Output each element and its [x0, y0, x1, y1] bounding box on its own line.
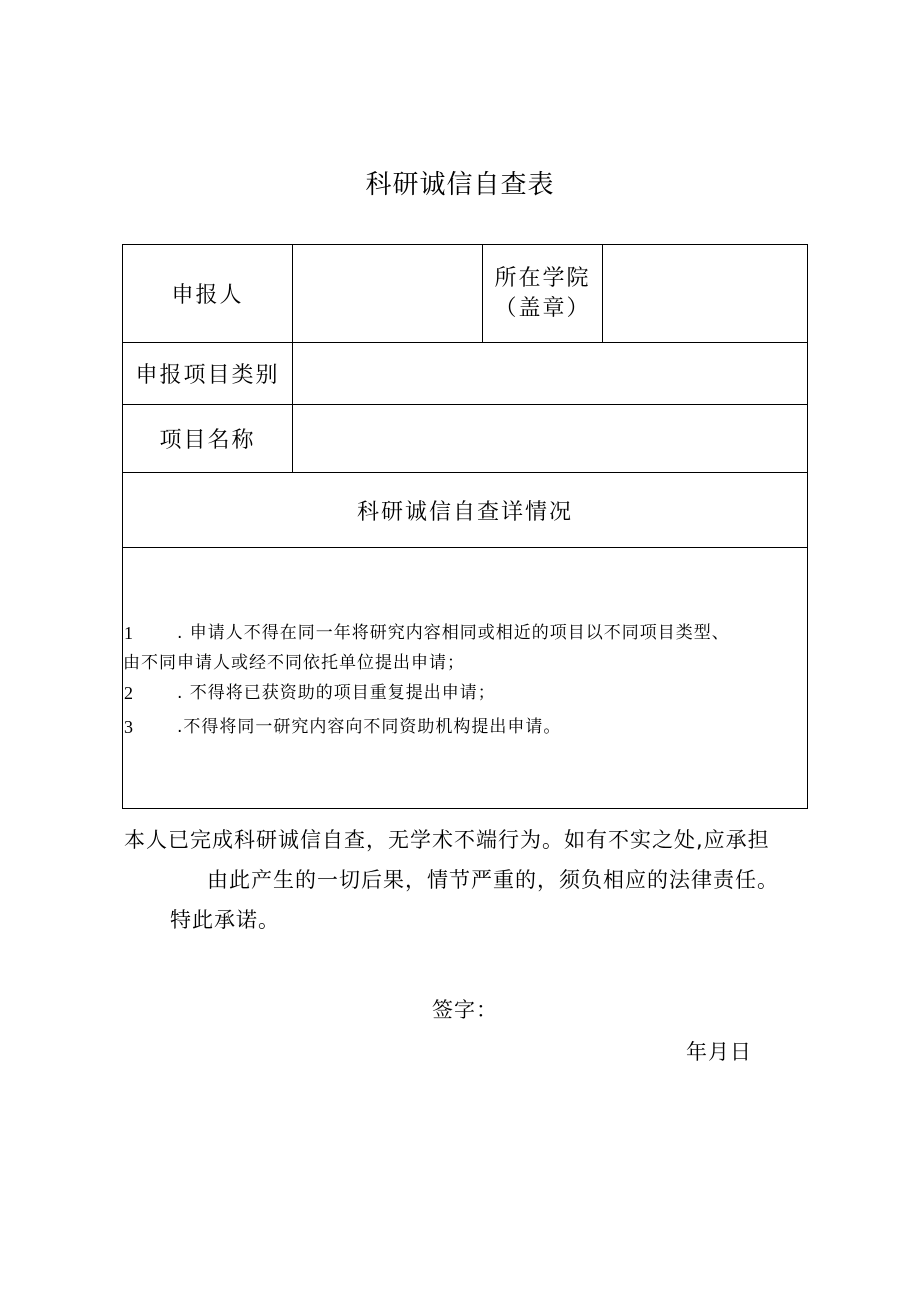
category-label: 申报项目类别 [135, 363, 280, 388]
college-value-cell [603, 245, 808, 343]
rule-number: 1 [124, 623, 134, 643]
pledge-closing: 特此承诺。 [170, 908, 280, 932]
applicant-label: 申报人 [171, 283, 244, 308]
rule-text: .不得将同一研究内容向不同资助机构提出申请。 [177, 717, 562, 737]
applicant-label-cell [123, 245, 293, 343]
category-value-cell [293, 343, 808, 405]
date-label: 年月日 [686, 1040, 752, 1064]
rule-text-continued: 由不同申请人或经不同依托单位提出申请； [123, 653, 465, 673]
signature-label: 签字： [432, 998, 498, 1022]
project-name-label-cell [123, 405, 293, 473]
applicant-value-cell [293, 245, 483, 343]
self-check-form-table [122, 244, 808, 809]
rule-item [123, 618, 807, 648]
rule-item [123, 712, 807, 742]
pledge-text-continued: 由此产生的一切后果，情节严重的，须负相应的法律责任。 [207, 868, 779, 892]
rule-text: . 申请人不得在同一年将研究内容相同或相近的项目以不同项目类型、 [177, 623, 730, 643]
college-label: 所在学院 [494, 265, 591, 291]
project-name-value-cell [293, 405, 808, 473]
details-content-cell [123, 548, 808, 809]
page-title: 科研诚信自查表 [365, 170, 555, 200]
rule-item [123, 678, 807, 708]
details-header-cell [123, 473, 808, 548]
category-label-cell [123, 343, 293, 405]
rule-number: 2 [124, 683, 134, 703]
college-label-cell [483, 245, 603, 343]
pledge-text: 本人已完成科研诚信自查，无学术不端行为。如有不实之处,应承担 [124, 828, 770, 852]
rule-number: 3 [124, 717, 134, 737]
rule-text: . 不得将已获资助的项目重复提出申请； [177, 683, 496, 703]
project-name-label: 项目名称 [159, 428, 256, 453]
college-seal-label: （盖章） [494, 295, 591, 321]
details-header: 科研诚信自查详情况 [356, 499, 573, 525]
